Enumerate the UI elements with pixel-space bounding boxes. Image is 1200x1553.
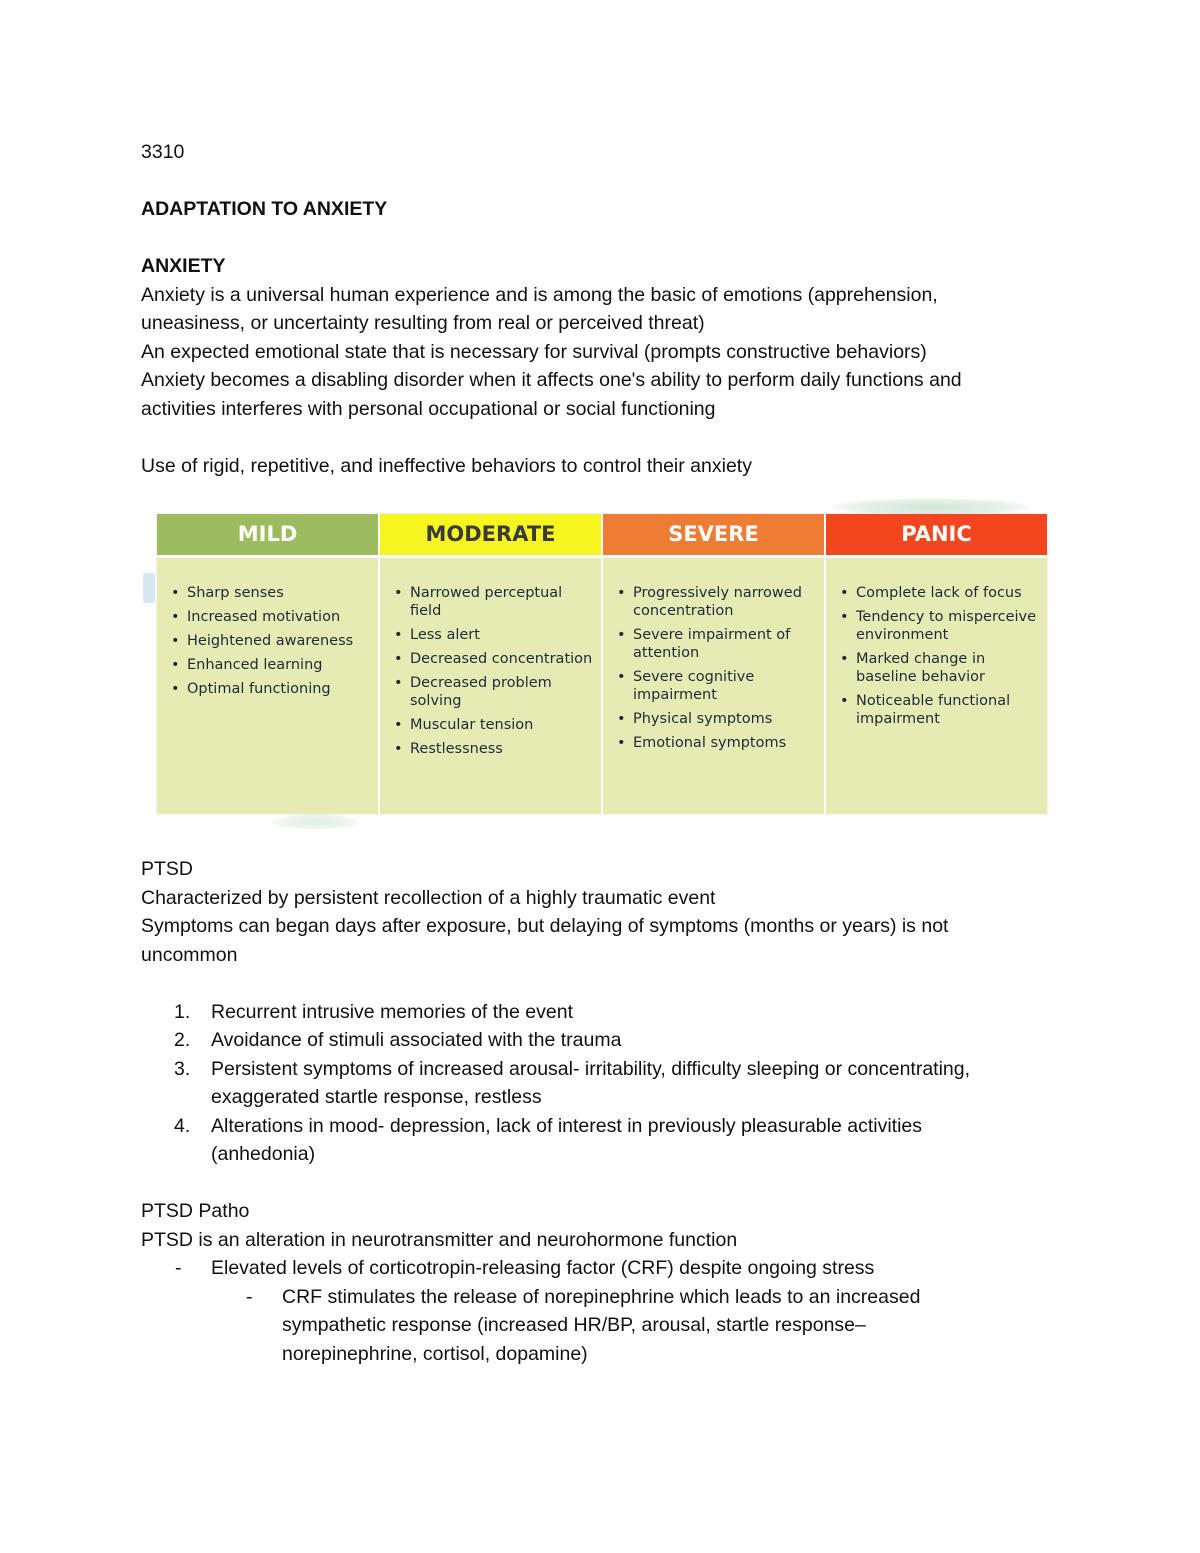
document-title: ADAPTATION TO ANXIETY xyxy=(141,198,388,220)
list-number: 3. xyxy=(174,1057,191,1080)
anxiety-text-line: An expected emotional state that is necessary for survival (prompts constructive behaviors) xyxy=(141,340,927,363)
level-item: • Sharp senses xyxy=(187,584,370,602)
dash-marker: - xyxy=(175,1257,182,1279)
ptsd-symptom-list xyxy=(141,998,1061,1169)
dash-subbullet-text: sympathetic response (increased HR/BP, arousal, startle response– xyxy=(282,1314,866,1336)
dash-subbullet-item xyxy=(141,1283,1061,1369)
ptsd-text-line: Symptoms can began days after exposure, but delaying of symptoms (months or years) is not xyxy=(141,915,949,937)
level-item: • Marked change in baseline behavior xyxy=(856,650,1039,686)
level-item: • Increased motivation xyxy=(187,608,370,626)
level-column-moderate xyxy=(380,514,603,814)
level-header: PANIC xyxy=(826,514,1047,558)
document-page xyxy=(141,138,1061,1368)
list-number: 4. xyxy=(174,1114,191,1137)
level-item: • Physical symptoms xyxy=(633,710,816,728)
list-item-text: Alterations in mood- depression, lack of interest in previously pleasurable activities xyxy=(211,1114,923,1137)
level-body xyxy=(603,558,824,814)
patho-heading: PTSD Patho xyxy=(141,1200,250,1222)
list-item-text: Persistent symptoms of increased arousal- irritability, difficulty sleeping or concentrating, xyxy=(211,1057,971,1080)
list-item xyxy=(141,1055,1061,1112)
level-item: • Narrowed perceptual field xyxy=(410,584,593,620)
level-item: • Emotional symptoms xyxy=(633,734,816,752)
anxiety-text-line: activities interferes with personal occupational or social functioning xyxy=(141,397,716,420)
anxiety-text-line: uneasiness, or uncertainty resulting from real or perceived threat) xyxy=(141,312,705,334)
list-item xyxy=(141,1026,1061,1055)
ptsd-text-line: uncommon xyxy=(141,943,238,966)
level-item: • Noticeable functional impairment xyxy=(856,692,1039,728)
level-item: • Decreased problem solving xyxy=(410,674,593,710)
level-body xyxy=(826,558,1047,814)
level-item: • Tendency to misperceive environment xyxy=(856,608,1039,644)
dash-bullet-text: Elevated levels of corticotropin-releasing factor (CRF) despite ongoing stress xyxy=(211,1257,875,1279)
dash-subbullet-text: CRF stimulates the release of norepinephrine which leads to an increased xyxy=(282,1285,921,1308)
level-item: • Complete lack of focus xyxy=(856,584,1039,602)
level-header: MILD xyxy=(157,514,378,558)
level-column-panic xyxy=(826,514,1047,814)
level-item: • Progressively narrowed concentration xyxy=(633,584,816,620)
level-item: • Decreased concentration xyxy=(410,650,593,668)
patho-intro: PTSD is an alteration in neurotransmitter and neurohormone function xyxy=(141,1228,738,1251)
anxiety-levels-table xyxy=(157,514,1047,814)
level-column-severe xyxy=(603,514,826,814)
level-item: • Enhanced learning xyxy=(187,656,370,674)
anxiety-levels-figure xyxy=(141,498,1061,843)
level-item: • Muscular tension xyxy=(410,716,593,734)
list-item xyxy=(141,998,1061,1027)
level-column-mild xyxy=(157,514,380,814)
level-body xyxy=(157,558,378,814)
list-item-text: Avoidance of stimuli associated with the trauma xyxy=(211,1029,622,1051)
course-code: 3310 xyxy=(141,141,185,163)
level-item: • Less alert xyxy=(410,626,593,644)
list-number: 2. xyxy=(174,1029,191,1051)
list-item-text: (anhedonia) xyxy=(211,1143,316,1165)
rigid-behaviors-line: Use of rigid, repetitive, and ineffective behaviors to control their anxiety xyxy=(141,454,752,477)
ptsd-text-line: Characterized by persistent recollection of a highly traumatic event xyxy=(141,886,716,909)
level-body xyxy=(380,558,601,814)
list-item-text: exaggerated startle response, restless xyxy=(211,1086,542,1108)
anxiety-text-line: Anxiety becomes a disabling disorder when it affects one's ability to perform daily functions and xyxy=(141,369,962,391)
anxiety-heading: ANXIETY xyxy=(141,255,226,277)
level-header: SEVERE xyxy=(603,514,824,558)
dash-bullet-item xyxy=(141,1254,1061,1283)
list-number: 1. xyxy=(174,1000,191,1023)
level-item: • Restlessness xyxy=(410,740,593,758)
dash-subbullet-text: norepinephrine, cortisol, dopamine) xyxy=(282,1342,588,1365)
list-item-text: Recurrent intrusive memories of the event xyxy=(211,1000,573,1023)
ptsd-heading: PTSD xyxy=(141,858,194,880)
list-item xyxy=(141,1112,1061,1169)
decorative-swoosh xyxy=(271,814,361,830)
level-item: • Optimal functioning xyxy=(187,680,370,698)
level-item: • Severe impairment of attention xyxy=(633,626,816,662)
level-item: • Heightened awareness xyxy=(187,632,370,650)
level-item: • Severe cognitive impairment xyxy=(633,668,816,704)
decorative-tab xyxy=(143,573,155,603)
dash-marker: - xyxy=(246,1285,253,1308)
anxiety-text-line: Anxiety is a universal human experience and is among the basic of emotions (apprehension, xyxy=(141,283,938,306)
level-header: MODERATE xyxy=(380,514,601,558)
